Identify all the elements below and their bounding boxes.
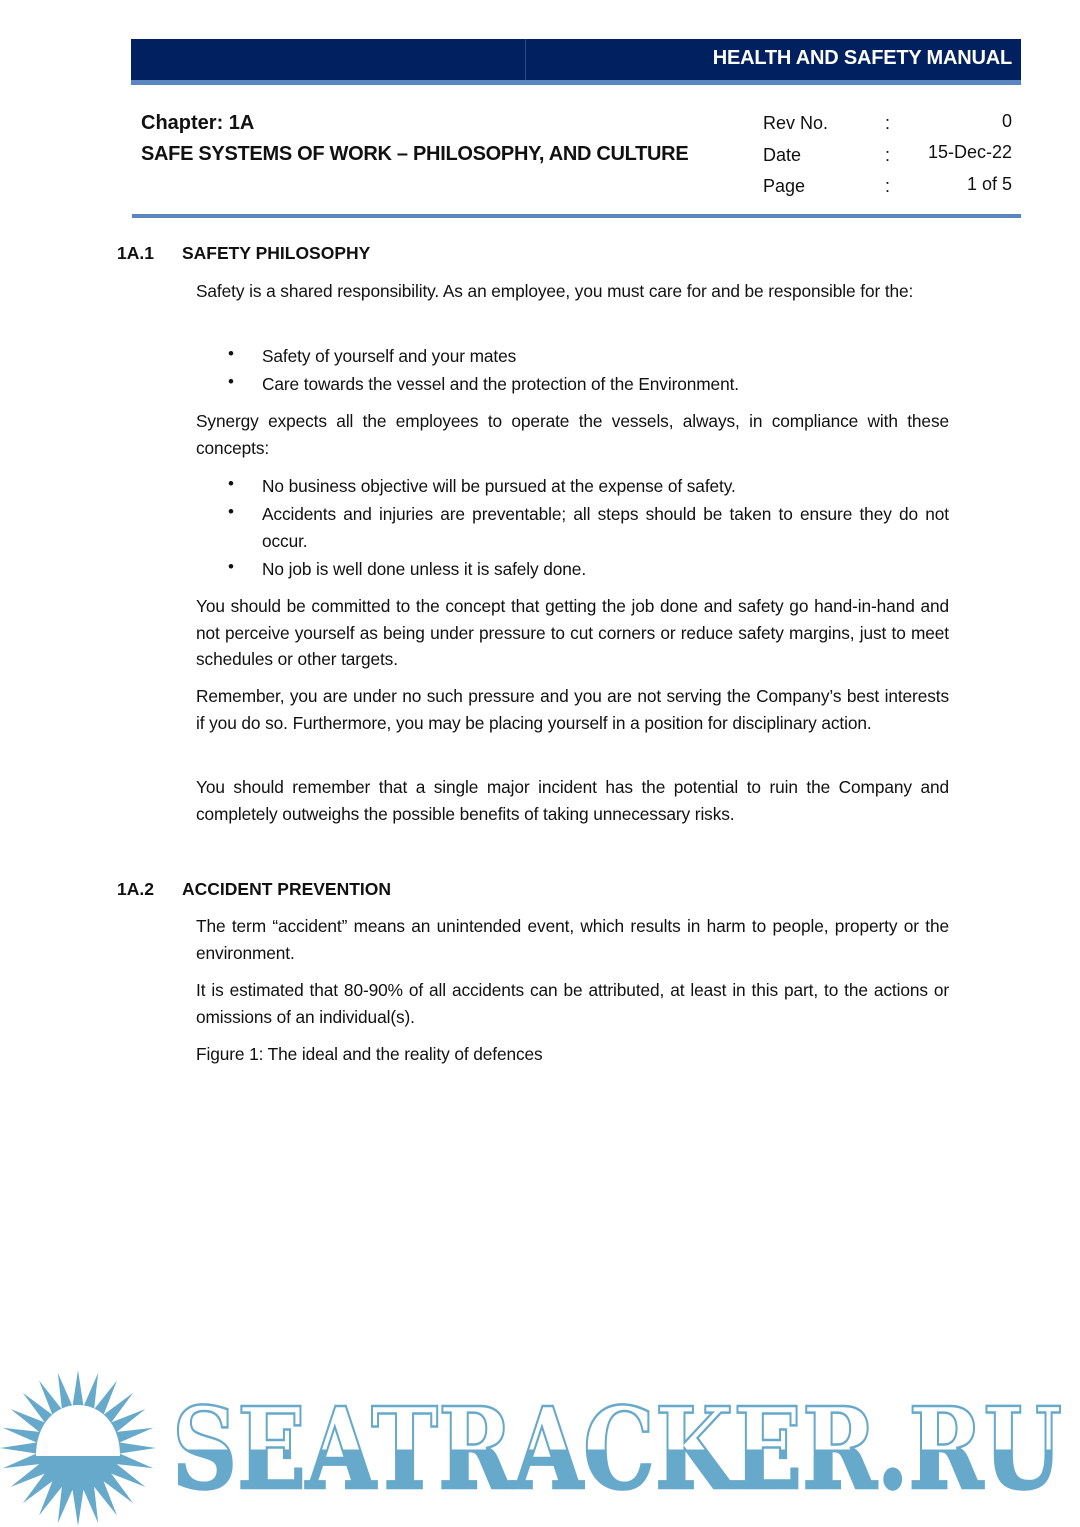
paragraph: You should remember that a single major incident has the potential to ruin the Company and completely outweighs the possible benefits of taking unnecessary risks. — [196, 777, 949, 824]
list-item: Care towards the vessel and the protection of the Environment. — [262, 374, 739, 394]
section-heading: ACCIDENT PREVENTION — [182, 879, 392, 899]
list-item: No job is well done unless it is safely done. — [262, 559, 587, 579]
paragraph: The term “accident” means an unintended event, which results in harm to people, property or the environment. — [196, 916, 949, 963]
header-accent-line — [131, 80, 1021, 85]
watermark-logo — [0, 1368, 1080, 1527]
section-number: 1A.2 — [117, 879, 154, 899]
bullet-icon: • — [228, 557, 234, 576]
paragraph: It is estimated that 80-90% of all accidents can be attributed, at least in this part, to the actions or omissions of an individual(s). — [196, 980, 949, 1027]
list-item: Accidents and injuries are preventable; all steps should be taken to ensure they do not occur. — [262, 504, 949, 551]
watermark-text: SEATRACKER.RU — [172, 1384, 1062, 1515]
bullet-icon: • — [228, 344, 234, 363]
page-label: Page — [763, 176, 806, 196]
bullet-icon: • — [228, 372, 234, 391]
list-item: Safety of yourself and your mates — [262, 346, 517, 366]
paragraph: Synergy expects all the employees to operate the vessels, always, in compliance with these concepts: — [196, 411, 949, 458]
bullet-icon: • — [228, 474, 234, 493]
section-heading: SAFETY PHILOSOPHY — [182, 243, 371, 263]
header-divider — [525, 39, 526, 80]
sun-icon — [0, 1370, 156, 1526]
paragraph: You should be committed to the concept that getting the job done and safety go hand-in-hand and not perceive yourself as being under pressure to cut corners or reduce safety margins, just to meet schedules or other targets. — [196, 596, 949, 669]
rev-value: 0 — [1001, 111, 1012, 131]
chapter-title: SAFE SYSTEMS OF WORK – PHILOSOPHY, AND CULTURE — [141, 143, 689, 165]
list-item: No business objective will be pursued at the expense of safety. — [262, 476, 736, 496]
paragraph: Safety is a shared responsibility. As an employee, you must care for and be responsible for the: — [196, 281, 914, 301]
section-number: 1A.1 — [117, 243, 154, 263]
date-sep: : — [885, 145, 891, 165]
date-value: 15-Dec-22 — [927, 142, 1012, 162]
header-bottom-line — [132, 214, 1021, 218]
paragraph: Remember, you are under no such pressure and you are not serving the Company’s best interests if you do so. Furthermore, you may be placing yourself in a position for disciplinary action. — [196, 686, 949, 733]
rev-label: Rev No. — [763, 113, 829, 133]
bullet-icon: • — [228, 502, 234, 521]
chapter-number: Chapter: 1A — [141, 112, 255, 134]
page-value: 1 of 5 — [966, 174, 1012, 194]
rev-sep: : — [885, 113, 891, 133]
page-sep: : — [885, 176, 891, 196]
manual-title: HEALTH AND SAFETY MANUAL — [712, 47, 1012, 69]
figure-caption: Figure 1: The ideal and the reality of defences — [196, 1044, 543, 1064]
date-label: Date — [763, 145, 802, 165]
